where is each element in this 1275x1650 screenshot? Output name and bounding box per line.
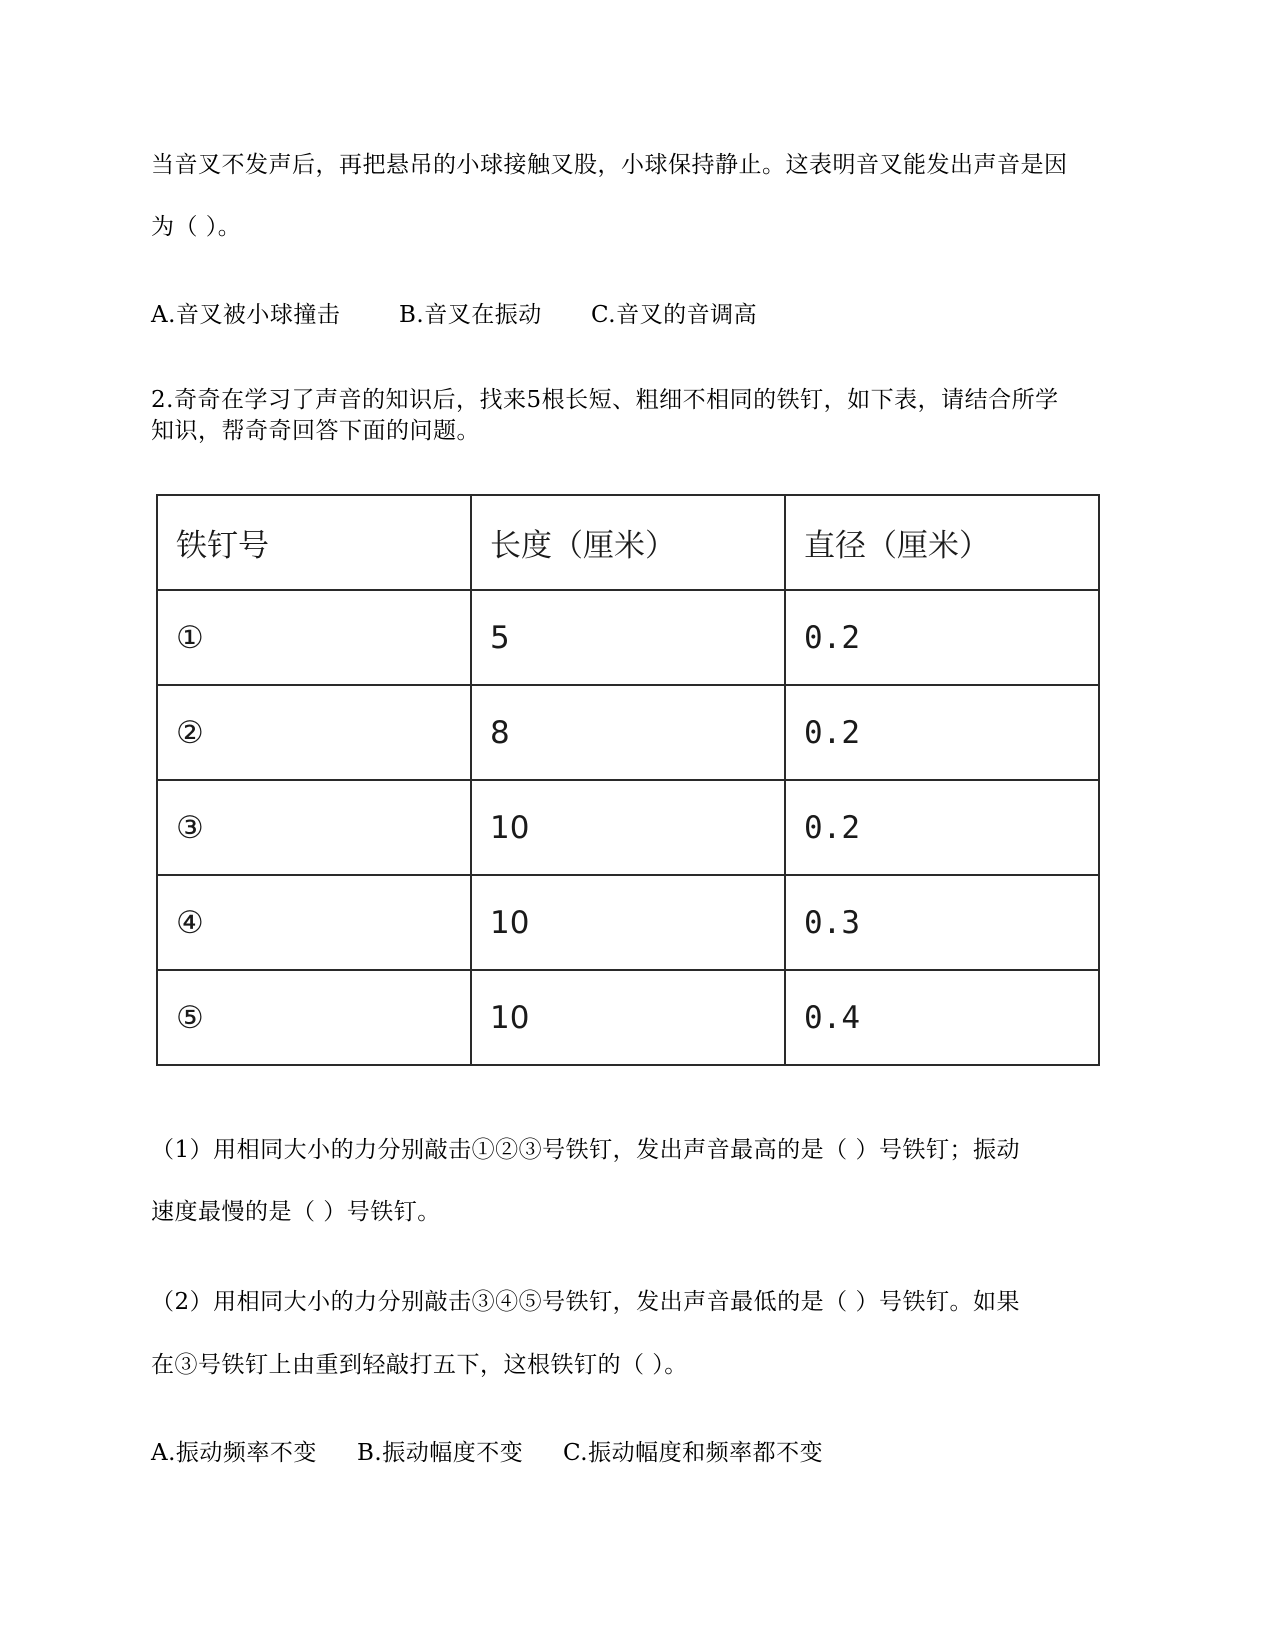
diameter-cell: 0.2: [785, 685, 1099, 780]
length-cell: 8: [471, 685, 785, 780]
nail-number-cell: ③: [157, 780, 471, 875]
nail-number-cell: ①: [157, 590, 471, 685]
question1-options: [151, 300, 757, 330]
nail-number-cell: ④: [157, 875, 471, 970]
length-cell: 10: [471, 780, 785, 875]
subquestion2-option-b: B.振动幅度不变: [357, 1440, 524, 1466]
table-header-row: [157, 495, 1099, 590]
table-row: [157, 685, 1099, 780]
question1-text-line2: 为（ ）。: [151, 214, 242, 240]
length-cell: 10: [471, 875, 785, 970]
question1-option-a: A.音叉被小球撞击: [151, 302, 341, 328]
question2-intro-line2: 知识，帮奇奇回答下面的问题。: [151, 418, 480, 444]
subquestion1-line1: （1）用相同大小的力分别敲击①②③号铁钉，发出声音最高的是（ ）号铁钉；振动: [151, 1137, 1020, 1163]
question1-option-b: B.音叉在振动: [399, 302, 542, 328]
question1-option-c: C.音叉的音调高: [591, 302, 758, 328]
subquestion2-options: [151, 1438, 823, 1468]
diameter-cell: 0.2: [785, 780, 1099, 875]
subquestion2-option-a: A.振动频率不变: [151, 1440, 317, 1466]
length-cell: 5: [471, 590, 785, 685]
question2-intro-line1: 2.奇奇在学习了声音的知识后，找来5根长短、粗细不相同的铁钉，如下表，请结合所学: [151, 387, 1059, 413]
nail-table-container: [156, 494, 1100, 1066]
table-row: [157, 875, 1099, 970]
header-diameter: 直径（厘米）: [785, 495, 1099, 590]
subquestion2-line2: 在③号铁钉上由重到轻敲打五下，这根铁钉的（ ）。: [151, 1352, 688, 1378]
nail-number-cell: ②: [157, 685, 471, 780]
nail-table: [156, 494, 1100, 1066]
header-nail-number: 铁钉号: [157, 495, 471, 590]
diameter-cell: 0.4: [785, 970, 1099, 1065]
subquestion1-line2: 速度最慢的是（ ）号铁钉。: [151, 1199, 441, 1225]
diameter-cell: 0.3: [785, 875, 1099, 970]
diameter-cell: 0.2: [785, 590, 1099, 685]
question1-text-line1: 当音叉不发声后，再把悬吊的小球接触叉股，小球保持静止。这表明音叉能发出声音是因: [151, 152, 1068, 178]
subquestion2-option-c: C.振动幅度和频率都不变: [563, 1440, 824, 1466]
subquestion2-line1: （2）用相同大小的力分别敲击③④⑤号铁钉，发出声音最低的是（ ）号铁钉。如果: [151, 1289, 1020, 1315]
table-row: [157, 780, 1099, 875]
table-row: [157, 970, 1099, 1065]
nail-number-cell: ⑤: [157, 970, 471, 1065]
header-length: 长度（厘米）: [471, 495, 785, 590]
table-row: [157, 590, 1099, 685]
length-cell: 10: [471, 970, 785, 1065]
